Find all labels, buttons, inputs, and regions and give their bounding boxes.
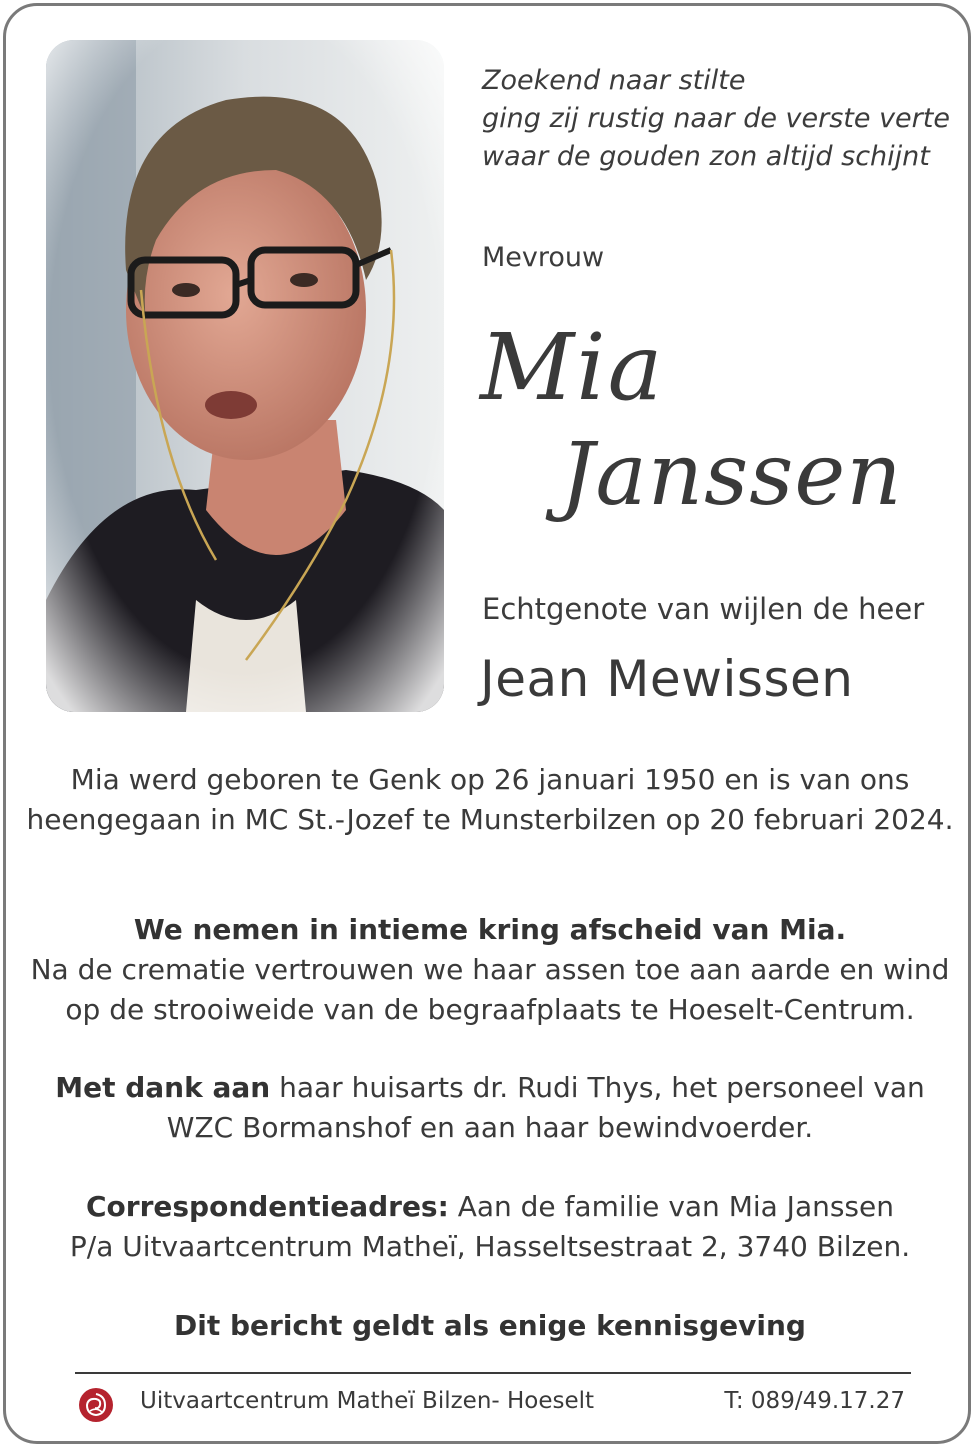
- correspondence-bold: Correspondentieadres:: [85, 1190, 449, 1223]
- funeral-home-name: Uitvaartcentrum Matheï Bilzen- Hoeselt: [140, 1388, 595, 1414]
- poem: [482, 62, 952, 176]
- paragraph-line: op de strooiweide van de begraafplaats te Hoeselt-Centrum.: [65, 993, 915, 1026]
- paragraph-line: Na de crematie vertrouwen we haar assen toe aan aarde en wind: [30, 953, 950, 986]
- paragraph-line: heengegaan in MC St.-Jozef te Munsterbilzen op 20 februari 2024.: [26, 803, 954, 836]
- deceased-last-name: Janssen: [560, 425, 903, 525]
- footer-divider: [75, 1372, 911, 1374]
- funeral-home-phone: T: 089/49.17.27: [724, 1388, 905, 1414]
- notice-text: Dit bericht geldt als enige kennisgeving: [174, 1309, 806, 1342]
- spouse-label: Echtgenote van wijlen de heer: [482, 592, 925, 626]
- notice: [20, 1306, 960, 1346]
- paragraph-line: P/a Uitvaartcentrum Matheï, Hasseltsestraat 2, 3740 Bilzen.: [69, 1230, 911, 1263]
- rose-logo-icon: [78, 1387, 114, 1423]
- thanks-text: haar huisarts dr. Rudi Thys, het personeel van: [270, 1071, 925, 1104]
- correspondence-text: Aan de familie van Mia Janssen: [448, 1190, 894, 1223]
- spouse-name: Jean Mewissen: [480, 650, 854, 708]
- thanks-bold: Met dank aan: [55, 1071, 271, 1104]
- correspondence-paragraph: [20, 1187, 960, 1267]
- portrait-photo: [46, 40, 444, 712]
- farewell-paragraph: [20, 910, 960, 1030]
- poem-line: Zoekend naar stilte: [482, 65, 746, 96]
- paragraph-line: Mia werd geboren te Genk op 26 januari 1950 en is van ons: [70, 763, 910, 796]
- farewell-heading: We nemen in intieme kring afscheid van Mia.: [133, 913, 847, 946]
- birth-death-paragraph: [20, 760, 960, 840]
- honorific: Mevrouw: [482, 242, 605, 273]
- thanks-paragraph: [20, 1068, 960, 1148]
- poem-line: waar de gouden zon altijd schijnt: [482, 141, 930, 172]
- paragraph-line: WZC Bormanshof en aan haar bewindvoerder.: [166, 1111, 814, 1144]
- deceased-first-name: Mia: [480, 314, 665, 421]
- poem-line: ging zij rustig naar de verste verte: [482, 103, 950, 134]
